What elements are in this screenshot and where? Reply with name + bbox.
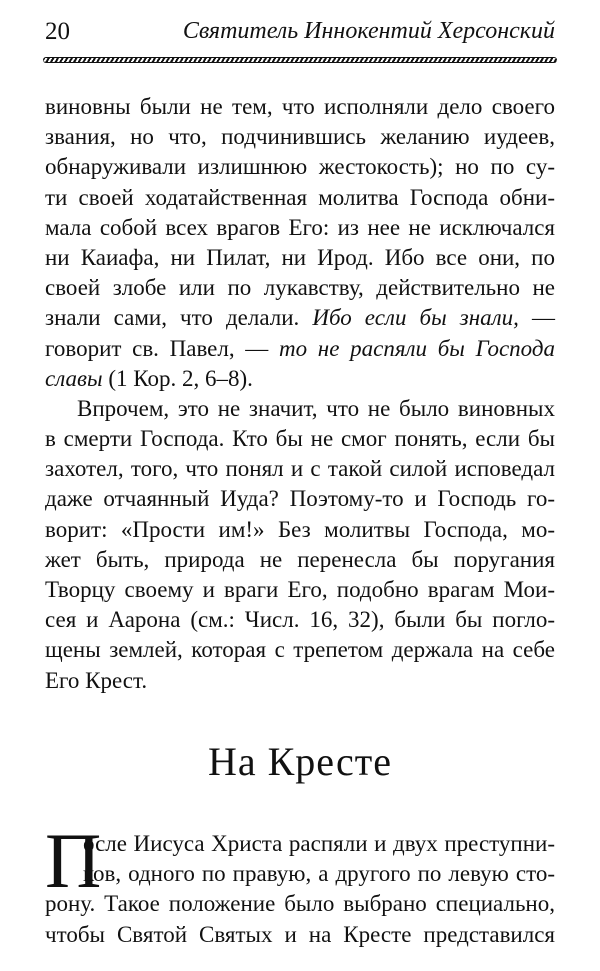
italic-quote: то не распяли бы Господа — [279, 335, 555, 361]
text-line — [45, 666, 555, 696]
italic-quote: Ибо если бы знали, — [312, 305, 519, 331]
text-run: Его Крест. — [45, 667, 148, 693]
text-run: жет быть, природа не перенесла бы поругания — [45, 546, 555, 572]
text-line — [45, 334, 555, 364]
body-text — [45, 92, 555, 696]
text-line — [45, 92, 555, 122]
text-line: чтобы Святой Святых и на Кресте представился — [45, 921, 555, 947]
text-line — [45, 213, 555, 243]
text-run: ни Каиафа, ни Пилат, ни Ирод. Ибо все они, по — [45, 244, 555, 270]
text-line — [45, 545, 555, 575]
drop-cap: П — [45, 817, 102, 904]
italic-quote: славы — [45, 365, 103, 391]
text-line — [45, 424, 555, 454]
text-run: Творцу своему и враги Его, подобно врагам Мои- — [45, 577, 555, 602]
text-run: щены землей, которая с трепетом держала на себе — [45, 637, 555, 663]
text-line: осле Иисуса Христа распяли и двух преступни- — [83, 831, 555, 856]
text-line — [45, 605, 555, 635]
text-line — [45, 183, 555, 213]
running-title: Святитель Иннокентий Херсонский — [182, 18, 555, 44]
text-line — [45, 515, 555, 545]
text-line — [45, 575, 555, 605]
ornamental-rule — [43, 57, 557, 63]
text-run: звания, но что, подчинившись желанию иудеев, — [45, 124, 555, 150]
text-run: мала собой всех врагов Его: из нее не исключался — [45, 214, 555, 240]
text-run: знали сами, что делали. — [45, 305, 313, 331]
text-line — [45, 635, 555, 665]
text-line — [45, 273, 555, 303]
page-number: 20 — [45, 18, 70, 45]
text-run: захотел, того, что понял и с такой силой исповедал — [45, 456, 555, 482]
text-line — [45, 394, 555, 424]
text-run: сея и Аарона (см.: Числ. 16, 32), были бы погло- — [45, 607, 555, 633]
text-line — [45, 152, 555, 182]
text-run: Впрочем, это не значит, что не было виновных — [77, 395, 555, 421]
text-line — [45, 243, 555, 273]
text-line — [45, 122, 555, 152]
text-run: виновны были не тем, что исполняли дело своего — [45, 94, 555, 119]
text-run: своей злобе или по лукавству, действительно не — [45, 275, 555, 301]
text-line: ков, одного по правую, а другого по левую сто- — [83, 861, 555, 887]
text-run: (1 Кор. 2, 6–8). — [102, 365, 253, 391]
text-line: рону. Такое положение было выбрано специально, — [45, 891, 555, 917]
text-line — [45, 364, 555, 394]
text-run: даже отчаянный Иуда? Поэтому-то и Господь го- — [45, 486, 555, 512]
section-heading: На Кресте — [207, 739, 393, 784]
text-run: говорит св. Павел, — — [45, 335, 279, 361]
section-text — [45, 817, 555, 949]
text-run: ти своей ходатайственная молитва Господа обни- — [45, 184, 555, 210]
running-header — [45, 18, 555, 48]
text-line — [45, 484, 555, 514]
text-line — [45, 303, 555, 333]
text-run: — — [518, 305, 555, 331]
text-line — [45, 454, 555, 484]
text-run: обнаруживали излишнюю жестокость); но по су- — [45, 154, 555, 180]
text-run: ворит: «Прости им!» Без молитвы Господа, мо- — [45, 516, 555, 542]
text-run: в смерти Господа. Кто бы не смог понять, если бы — [45, 426, 555, 452]
